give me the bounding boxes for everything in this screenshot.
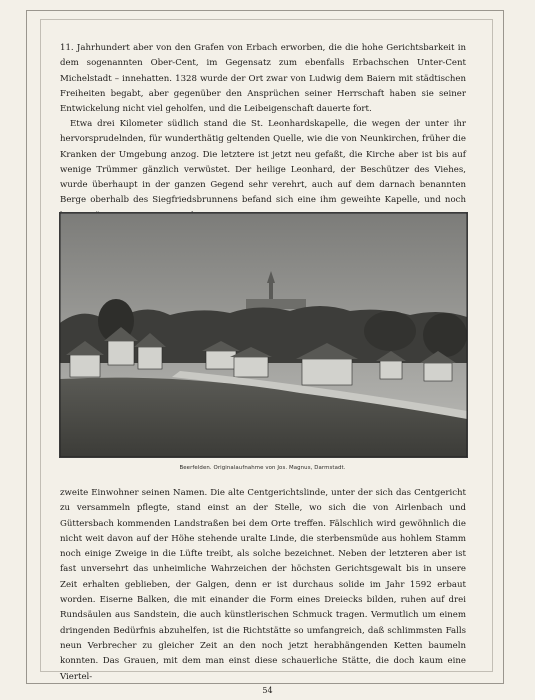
paragraph-1: 11. Jahrhundert aber von den Grafen von Erbach erworben, die die hohe Gerichtsbarkeit in dem sogenannten Ober-Cent, im Gegensatz zum ebenfalls Erbachschen Unter-Cent Michelstadt – innehatten. 1328 wurde der Ort zwar von Ludwig dem Baiern mit städtischen Freiheiten begabt, aber gegenüber den Ansprüchen seiner Herrschaft haben sie seiner Entwickelung nicht viel geholfen, und die Leibeigenschaft dauerte fort. bbox=[60, 43, 466, 115]
paragraph-3: zweite Einwohner seinen Namen. Die alte Centgerichtslinde, unter der sich das Centgericht zu versammeln pflegte, stand einst an der Stelle, wo sich die von Airlenbach und Güttersbach kommenden Landstraßen bei dem Orte treffen. Fälschlich wird gewöhnlich die nicht weit davon auf der Höhe stehende uralte Linde, die sterbensmüde aus hohlem Stamm noch einige Zweige in die Lüfte treibt, als solche bezeichnet. Neben der letzteren aber ist fast unversehrt das unheimliche Wahrzeichen der höchsten Gerichtsgewalt bis in unsere Zeit erhalten geblieben, der Galgen, denn er ist durchaus solide im Jahr 1592 erbaut worden. Eiserne Balken, die mit einander die Form eines Dreiecks bilden, ruhen auf drei Rundsäulen aus Sandstein, die auch künstlerischen Schmuck tragen. Vermutlich um einem dringenden Bedürfnis abzuhelfen, ist die Richtstätte so umfangreich, daß schlimmsten Falls neun Verbrecher zu gleicher Zeit an den noch jetzt herabhängenden Ketten baumeln konnten. Das Grauen, mit dem man einst diese schauerliche Stätte, die doch kaum eine Viertel- bbox=[60, 488, 466, 682]
photo-caption: Beerfelden. Originalaufnahme von Jos. Magnus, Darmstadt. bbox=[179, 465, 346, 471]
paragraph-2: Etwa drei Kilometer südlich stand die St. Leonhardskapelle, die wegen der unter ihr hervorsprudelnden, für wunderthätig geltenden Quelle, wie die von Neunkirchen, früher die Kranken der Umgebung anzog. Die letztere ist jetzt neu gefaßt, die Kirche aber ist bis auf wenige Trümmer gänzlich verwüstet. Der heilige Leonhard, der Beschützer des Viehes, wurde überhaupt in der ganzen Gegend sehr verehrt, auch auf dem darnach benannten Berge oberhalb des Siegfriedsbrunnens befand sich eine ihm geweihte Kapelle, und noch bbox=[60, 119, 466, 206]
village-photograph bbox=[59, 212, 468, 458]
page-number: 54 bbox=[262, 686, 273, 695]
